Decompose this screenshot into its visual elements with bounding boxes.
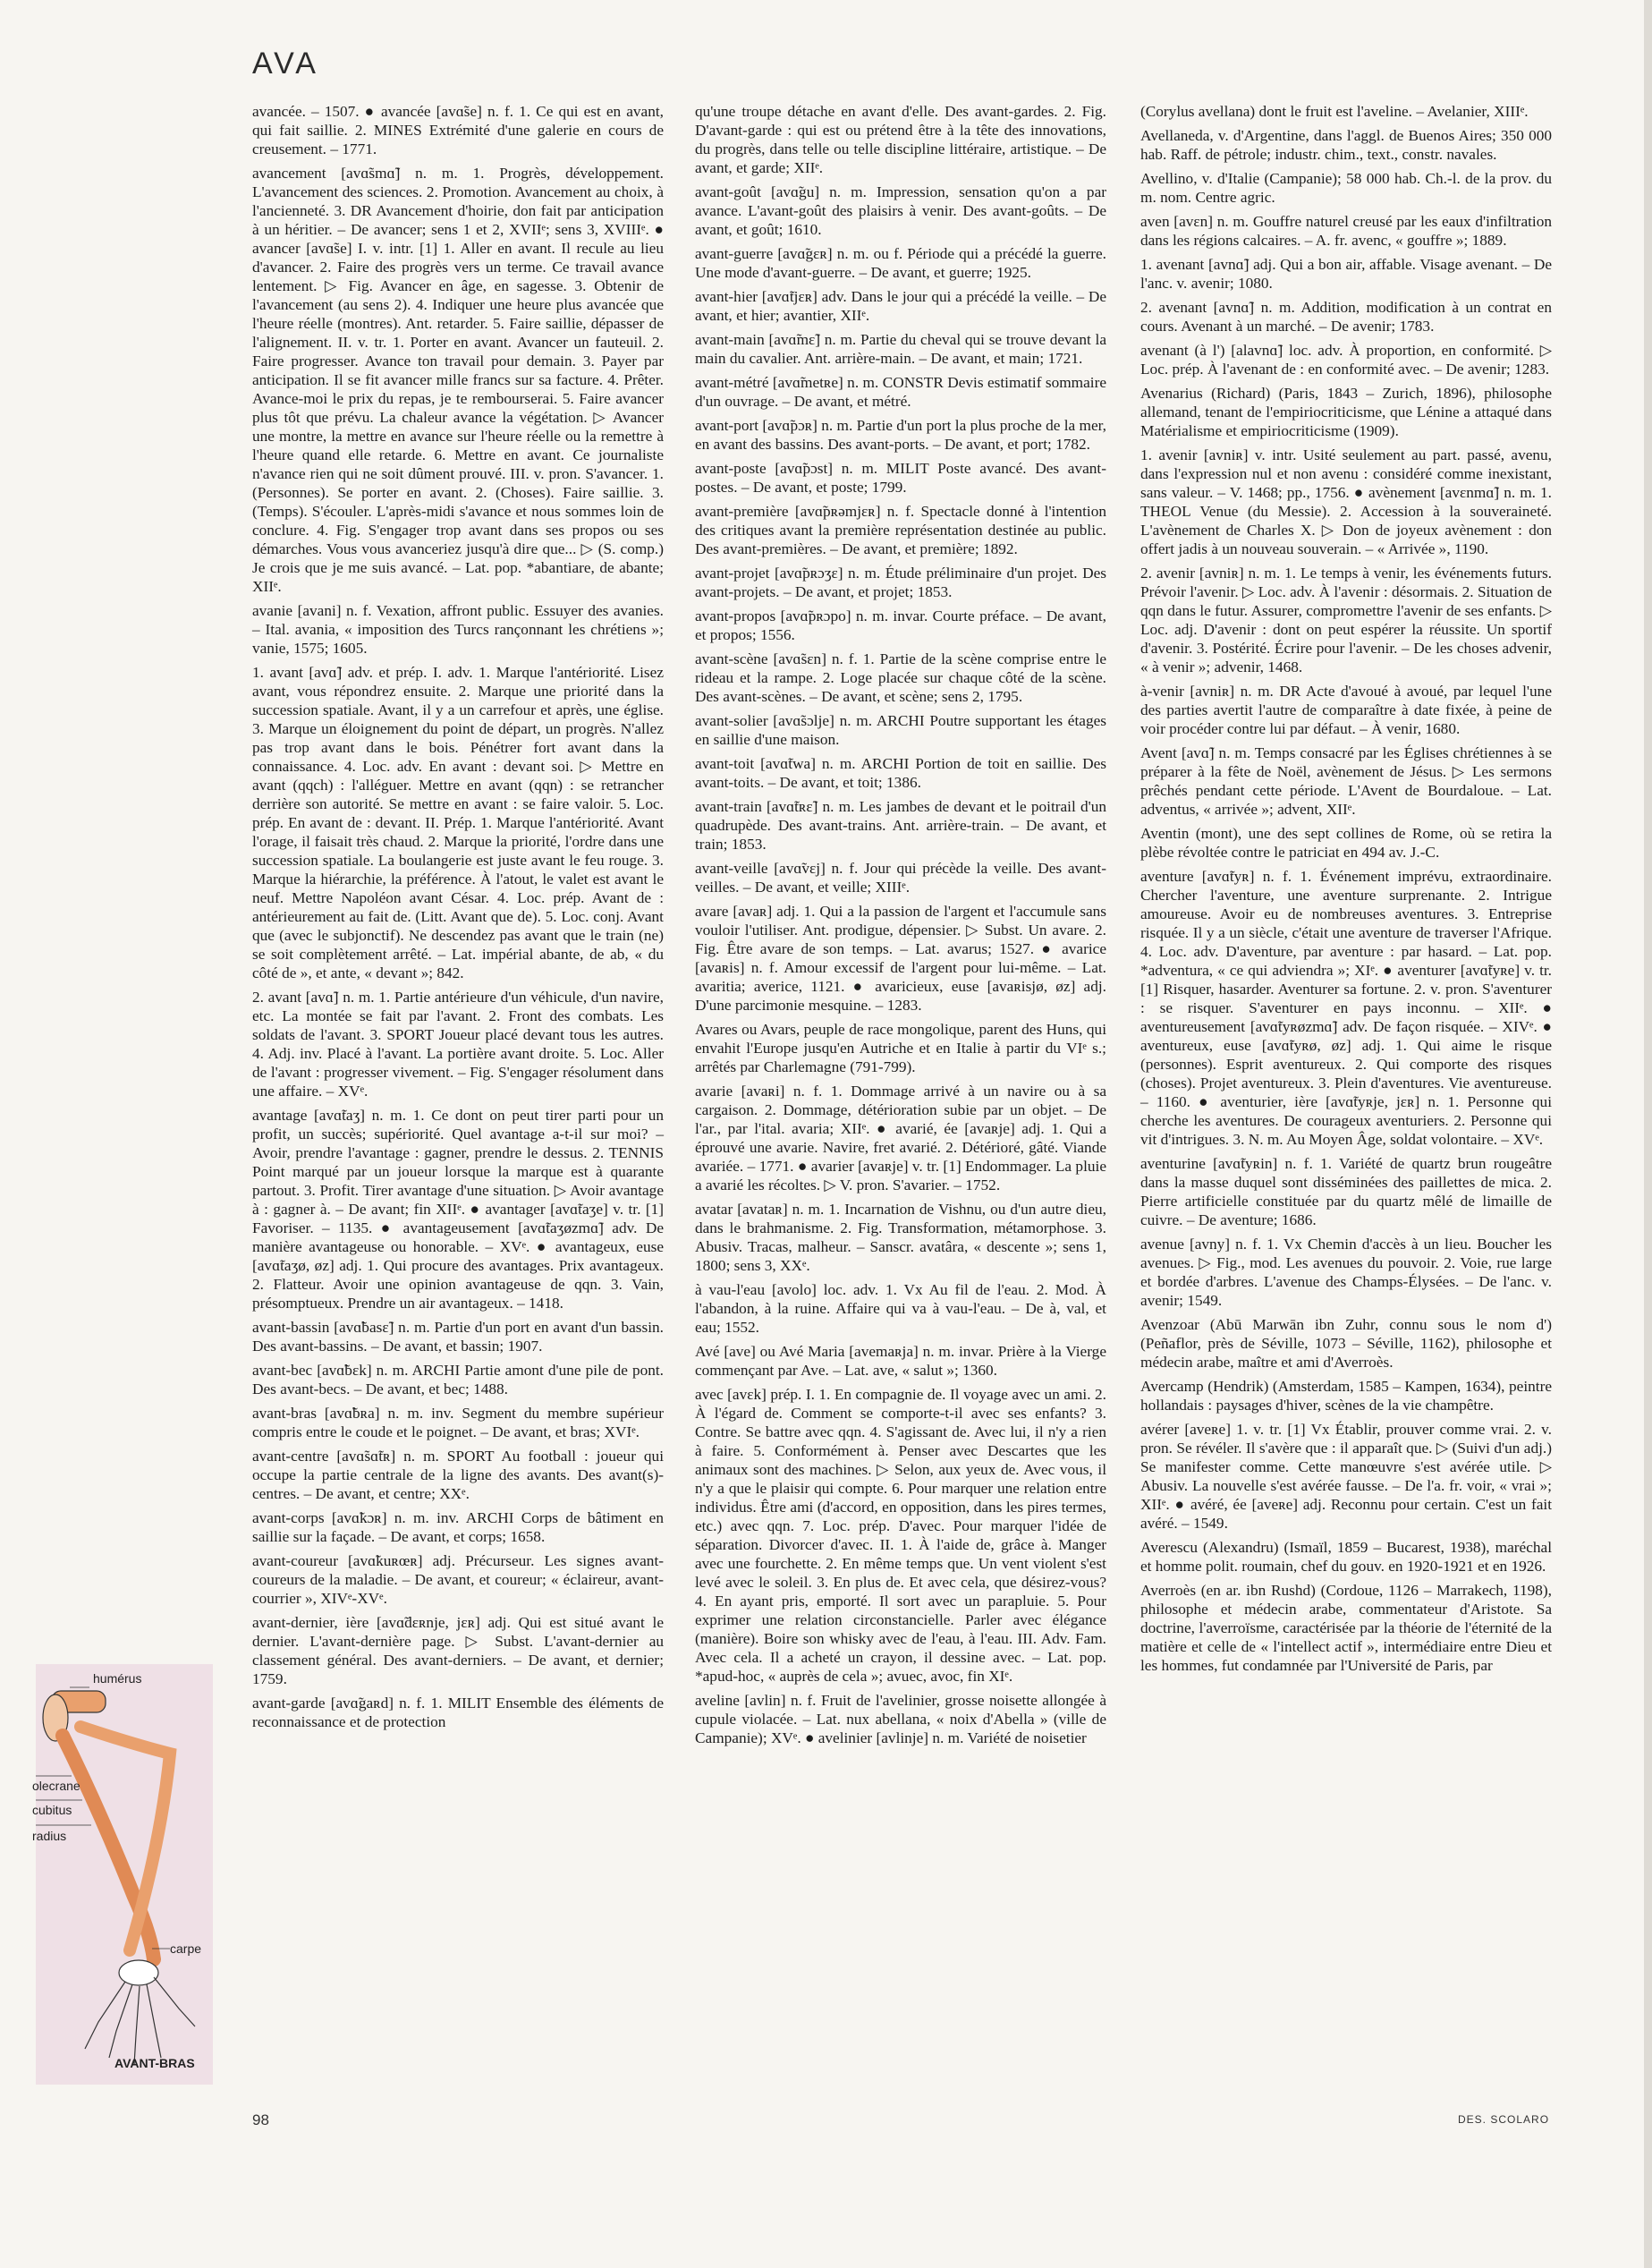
running-head: AVA: [252, 47, 319, 81]
dictionary-entry: avarie [avaʀi] n. f. 1. Dommage arrivé à un navire ou à sa cargaison. 2. Dommage, détérioration subie par un objet. – De l'ar., par l'ital. avaria; XIIᵉ. ● avarié, ée [avaʀje] adj. 1. Qui a éprouvé une avarie. Navire, fret avarié. 2. Détérioré, gâté. Viande avariée. – 1771. ● avarier [avaʀje] v. tr. [1] Endommager. La pluie a avarié les récoltes. ▷ V. pron. S'avarier. – 1752.: [695, 1083, 1106, 1193]
dictionary-entry: aveline [avlin] n. f. Fruit de l'avelinier, grosse noisette allongée à cupule violacée. – Lat. nux abellana, « noix d'Abella » (ville de Campanie); XVᵉ. ● avelinier [avlinje] n. m. Variété de noisetier: [695, 1692, 1106, 1746]
dictionary-entry: avenue [avny] n. f. 1. Vx Chemin d'accès à un lieu. Boucher les avenues. ▷ Fig., mod. Les avenues du pouvoir. 2. Voie, rue large et bordée d'arbres. L'avenue des Champs-Élysées. – De l'anc. v. avenir; 1549.: [1140, 1236, 1552, 1309]
dictionary-entry: avant-garde [avɑ̃gaʀd] n. f. 1. MILIT Ensemble des éléments de reconnaissance et de protection: [252, 1695, 664, 1730]
dictionary-entry: aventure [avɑ̃tyʀ] n. f. 1. Événement imprévu, extraordinaire. Chercher l'aventure, une aventure surprenante. 2. Intrigue amoureuse. Avoir eu de nombreuses aventures. 3. Entreprise risquée. Il y a un siècle, c'était une aventure de traverser l'Afrique. 4. Loc. adv. D'aventure, par aventure : par hasard. – Lat. pop. *adventura, « ce qui adviendra »; XIᵉ. ● aventurer [avɑ̃tyʀe] v. tr. [1] Risquer, hasarder. Aventurer sa fortune. 2. v. pron. S'aventurer : se risquer. S'aventurer en pays inconnu. – XIIᵉ. ● aventureusement [avɑ̃tyʀøzmɑ̃] adv. De façon risquée. – XIVᵉ. ● aventureux, euse [avɑ̃tyʀø, øz] adj. 1. Qui aime le risque (personnes). Esprit aventureux. 2. Qui comporte des risques (choses). Projet aventureux. 3. Plein d'aventures. Vie aventureuse. – 1160. ● aventurier, ière [avɑ̃tyʀje, jɛʀ] n. 1. Personne qui cherche les aventures. De courageux aventuriers. 2. Personne qui vit d'intrigues. 3. N. m. Au Moyen Âge, soldat volontaire. – XVᵉ.: [1140, 868, 1552, 1148]
dictionary-entry: Avé [ave] ou Avé Maria [avemaʀja] n. m. invar. Prière à la Vierge commençant par Ave. – Lat. ave, « salut »; 1360.: [695, 1343, 1106, 1379]
dictionary-entry: Avercamp (Hendrik) (Amsterdam, 1585 – Kampen, 1634), peintre hollandais : paysages d'hiver, scènes de la vie champêtre.: [1140, 1378, 1552, 1414]
dictionary-entry: aven [avɛn] n. m. Gouffre naturel creusé par les eaux d'infiltration dans les régions calcaires. – A. fr. avenc, « gouffre »; 1889.: [1140, 213, 1552, 249]
dictionary-entry: avanie [avani] n. f. Vexation, affront public. Essuyer des avanies. – Ital. avania, « imposition des Turcs rançonnant les chrétiens »; vanie, 1575; 1605.: [252, 602, 664, 657]
dictionary-entry: Avellino, v. d'Italie (Campanie); 58 000 hab. Ch.-l. de la prov. du m. nom. Centre agric.: [1140, 170, 1552, 206]
dictionary-entry: Avares ou Avars, peuple de race mongolique, parent des Huns, qui envahit l'Europe jusqu'en Autriche et en Italie à partir du VIᵉ s.; arrêtés par Charlemagne (791-799).: [695, 1021, 1106, 1075]
dictionary-entry: (Corylus avellana) dont le fruit est l'aveline. – Avelanier, XIIIᵉ.: [1140, 103, 1529, 120]
dictionary-entry: Avenarius (Richard) (Paris, 1843 – Zurich, 1896), philosophe allemand, tenant de l'empiriocriticisme, que Lénine a attaqué dans Matérialisme et empiriocriticisme (1909).: [1140, 385, 1552, 439]
column-1: [252, 102, 664, 2106]
dictionary-entry: avérer [aveʀe] 1. v. tr. [1] Vx Établir, prouver comme vrai. 2. v. pron. Se révéler. Il s'avère que : il apparaît que. ▷ (Suivi d'un adj.) Se manifester comme. Cette manœuvre s'est avérée utile. ▷ Abusiv. La nouvelle s'est avérée fausse. – De l'a. fr. voir, « vrai »; XIIᵉ. ● avéré, ée [aveʀe] adj. Reconnu pour certain. C'est un fait avéré. – 1549.: [1140, 1421, 1552, 1532]
dictionary-entry: 2. avenant [avnɑ̃] n. m. Addition, modification à un contrat en cours. Avenant à un marché. – De avenir; 1783.: [1140, 299, 1552, 335]
label-humerus: humérus: [93, 1671, 142, 1686]
dictionary-entry: qu'une troupe détache en avant d'elle. Des avant-gardes. 2. Fig. D'avant-garde : qui est ou prétend être à la tête des innovations, du progrès, dans telle ou telle discipline littéraire, artistique. – De avant, et garde; XIIᵉ.: [695, 103, 1106, 176]
dictionary-entry: avant-main [avɑ̃mɛ̃] n. m. Partie du cheval qui se trouve devant la main du cavalier. Ant. arrière-main. – De avant, et main; 1721.: [695, 331, 1106, 367]
illustration-credit: DES. SCOLARO: [1458, 2113, 1550, 2126]
dictionary-entry: 1. avant [avɑ̃] adv. et prép. I. adv. 1. Marque l'antériorité. Lisez avant, vous répondrez ensuite. 2. Marque une priorité dans la succession spatiale. Avant, il y a un carrefour et après, une église. 3. Marque un éloignement du point de départ, un progrès. N'allez pas trop avant dans le bois. Pénétrer fort avant dans la connaissance. 4. Loc. adv. En avant : devant soi. ▷ Mettre en avant (qqch) : l'alléguer. Mettre en avant (qqn) : se retrancher derrière son autorité. Se mettre en avant : se faire valoir. 5. Loc. prép. En avant de : devant. II. Prép. 1. Marque l'antériorité. Avant l'orage, il faisait très chaud. 2. Marque la priorité, l'ordre dans une succession spatiale. La boulangerie est juste avant le feu rouge. 3. Marque la hiérarchie, la préférence. À l'atout, le valet est avant le neuf. Mettre Napoléon avant César. 4. Loc. prép. Avant de : antérieurement au fait de. (Litt. Avant que de). 5. Loc. conj. Avant que (avec le subjonctif). Ne descendez pas avant que le train (ne) se soit complètement arrêté. – Lat. impérial abante, de ab, « du côté de », et ante, « devant »; 842.: [252, 664, 664, 981]
dictionary-entry: avant-corps [avɑ̃kɔʀ] n. m. inv. ARCHI Corps de bâtiment en saillie sur la façade. – De avant, et corps; 1658.: [252, 1509, 664, 1545]
dictionary-entry: avant-poste [avɑ̃pɔst] n. m. MILIT Poste avancé. Des avant-postes. – De avant, et poste; 1799.: [695, 460, 1106, 496]
dictionary-entry: à-venir [avniʀ] n. m. DR Acte d'avoué à avoué, par lequel l'une des parties avertit l'autre de comparaître à date fixée, à peine de voir procéder contre lui par défaut. – À venir, 1680.: [1140, 683, 1552, 737]
dictionary-entry: avant-train [avɑ̃tʀɛ̃] n. m. Les jambes de devant et le poitrail d'un quadrupède. Des avant-trains. Ant. arrière-train. – De avant, et train; 1853.: [695, 798, 1106, 853]
dictionary-entry: avant-propos [avɑ̃pʀɔpo] n. m. invar. Courte préface. – De avant, et propos; 1556.: [695, 607, 1106, 643]
page-number: 98: [252, 2111, 269, 2128]
dictionary-entry: à vau-l'eau [avolo] loc. adv. 1. Vx Au fil de l'eau. 2. Mod. À l'abandon, à la ruine. Affaire qui va à vau-l'eau. – De à, val, et eau; 1552.: [695, 1281, 1106, 1336]
dictionary-entry: 2. avant [avɑ̃] n. m. 1. Partie antérieure d'un véhicule, d'un navire, etc. La montée se fait par l'avant. 2. Front des combats. Les soldats de l'avant. 3. SPORT Joueur placé devant tous les autres. 4. Adj. inv. Placé à l'avant. La portière avant droite. 5. Loc. Aller de l'avant : progresser vivement. – Fig. S'engager résolument dans une affaire. – XVᵉ.: [252, 989, 664, 1100]
dictionary-entry: avant-goût [avɑ̃gu] n. m. Impression, sensation qu'on a par avance. L'avant-goût des plaisirs à venir. Des avant-goûts. – De avant, et goût; 1610.: [695, 183, 1106, 238]
dictionary-entry: avancement [avɑ̃smɑ̃] n. m. 1. Progrès, développement. L'avancement des sciences. 2. Promotion. Avancement au choix, à l'ancienneté. 3. DR Avancement d'hoirie, don fait par anticipation à un héritier. – De avancer; sens 1 et 2, XVIIᵉ; sens 3, XVIIIᵉ. ● avancer [avɑ̃se] I. v. intr. [1] 1. Aller en avant. Il recule au lieu d'avancer. 2. Faire des progrès vers un terme. Ce travail avance lentement. ▷ Fig. Avancer en âge, en sagesse. 3. Obtenir de l'avancement (au sens 2). 4. Indiquer une heure plus avancée que l'heure réelle (montres). Ant. retarder. 5. Faire saillie, dépasser de l'alignement. II. v. tr. 1. Porter en avant. Avancer un fauteuil. 2. Faire progresser. Avance ton travail pour demain. 3. Payer par anticipation. Il se fit avancer mille francs sur sa facture. 4. Prêter. Avance-moi le prix du repas, je te rembourserai. 5. Faire avancer plus tôt que prévu. La chaleur avance la végétation. ▷ Avancer une montre, la mettre en avance sur l'heure réelle ou la remettre à l'heure quand elle retarde. 6. Mettre en avant. Ce journaliste n'avance rien qui ne soit dûment prouvé. III. v. pron. S'avancer. 1. (Personnes). Se porter en avant. 2. (Choses). Faire saillie. 3. (Temps). S'écouler. L'après-midi s'avance et nous sommes loin de conclure. 4. Fig. S'engager trop avant dans ses propos ou ses démarches. Vous vous avanceriez jusqu'à dire que... ▷ (S. comp.) Je crois que je me suis avancé. – Lat. pop. *abantiare, de abante; XIIᵉ.: [252, 165, 664, 595]
dictionary-entry: Avenzoar (Abū Marwān ibn Zuhr, connu sous le nom d') (Peñaflor, près de Séville, 1073 – Séville, 1162), philosophe et médecin arabe, maître et ami d'Averroès.: [1140, 1316, 1552, 1371]
dictionary-entry: avant-dernier, ière [avɑ̃dɛʀnje, jɛʀ] adj. Qui est situé avant le dernier. L'avant-dernière page. ▷ Subst. L'avant-dernier au classement général. Des avant-derniers. – De avant, et dernier; 1759.: [252, 1614, 664, 1687]
dictionary-entry: avant-bras [avɑ̃bʀa] n. m. inv. Segment du membre supérieur compris entre le coude et le poignet. – De avant, et bras; XVIᵉ.: [252, 1405, 664, 1440]
page-edge-shadow: [1644, 0, 1652, 2268]
dictionary-entry: avant-port [avɑ̃pɔʀ] n. m. Partie d'un port la plus proche de la mer, en avant des bassins. Des avant-ports. – De avant, et port; 1782.: [695, 417, 1106, 453]
dictionary-entry: avatar [avataʀ] n. m. 1. Incarnation de Vishnu, ou d'un autre dieu, dans le brahmanisme. 2. Fig. Transformation, métamorphose. 3. Abusiv. Tracas, malheur. – Sanscr. avatâra, « descente »; sens 1, 1800; sens 3, XXᵉ.: [695, 1201, 1106, 1274]
figure-caption: AVANT-BRAS: [114, 2056, 195, 2070]
dictionary-entry: Aventin (mont), une des sept collines de Rome, où se retira la plèbe révoltée contre le patriciat en 494 av. J.-C.: [1140, 825, 1552, 861]
dictionary-entry: Avellaneda, v. d'Argentine, dans l'aggl. de Buenos Aires; 350 000 hab. Raff. de pétrole; industr. chim., text., constr. navales.: [1140, 127, 1552, 163]
dictionary-entry: avancée. – 1507. ● avancée [avɑ̃se] n. f. 1. Ce qui est en avant, qui fait saillie. 2. MINES Extrémité d'une galerie en cours de creusement. – 1771.: [252, 103, 664, 157]
label-cubitus: cubitus: [32, 1803, 72, 1817]
dictionary-entry: avant-bec [avɑ̃bɛk] n. m. ARCHI Partie amont d'une pile de pont. Des avant-becs. – De avant, et bec; 1488.: [252, 1362, 664, 1397]
finger-bones: [85, 1977, 195, 2065]
dictionary-entry: avant-scène [avɑ̃sɛn] n. f. 1. Partie de la scène comprise entre le rideau et la rampe. 2. Loge placée sur chaque côté de la scène. Des avant-scènes. – De avant, et scène; sens 2, 1795.: [695, 650, 1106, 705]
dictionary-entry: 1. avenir [avniʀ] v. intr. Usité seulement au part. passé, avenu, dans l'expression nul et non avenu : considéré comme inexistant, sans valeur. – V. 1468; pp., 1756. ● avènement [avɛnmɑ̃] n. m. 1. THEOL Venue (du Messie). 2. Accession à la souveraineté. L'avènement de Charles X. ▷ Don de joyeux avènement : don offert jadis à un nouveau souverain. – « Arrivée », 1190.: [1140, 446, 1552, 557]
dictionary-entry: Avent [avɑ̃] n. m. Temps consacré par les Églises chrétiennes à se préparer à la fête de Noël, avènement de Jésus. ▷ Les sermons prêchés pendant cette période. L'Avent de Bourdaloue. – Lat. adventus, « arrivée »; advent, XIIᵉ.: [1140, 744, 1552, 818]
dictionary-entry: avant-projet [avɑ̃pʀɔʒɛ] n. m. Étude préliminaire d'un projet. Des avant-projets. – De avant, et projet; 1853.: [695, 565, 1106, 600]
dictionary-entry: avare [avaʀ] adj. 1. Qui a la passion de l'argent et l'accumule sans vouloir l'utiliser. Ant. prodigue, dépensier. ▷ Subst. Un avare. 2. Fig. Être avare de son temps. – Lat. avarus; 1527. ● avarice [avaʀis] n. f. Amour excessif de l'argent pour lui-même. – Lat. avaritia; averice, 1121. ● avaricieux, euse [avaʀisjø, øz] adj. D'une parcimonie mesquine. – 1283.: [695, 903, 1106, 1014]
forearm-illustration: [32, 1664, 213, 2085]
dictionary-entry: avant-métré [avɑ̃metʀe] n. m. CONSTR Devis estimatif sommaire d'un ouvrage. – De avant, et métré.: [695, 374, 1106, 410]
dictionary-entry: avant-veille [avɑ̃vɛj] n. f. Jour qui précède la veille. Des avant-veilles. – De avant, et veille; XIIIᵉ.: [695, 860, 1106, 896]
dictionary-entry: avant-centre [avɑ̃sɑ̃tʀ] n. m. SPORT Au football : joueur qui occupe la partie centrale de la ligne des avants. Des avant(s)-centres. – De avant, et centre; XXᵉ.: [252, 1448, 664, 1502]
dictionary-entry: avant-première [avɑ̃pʀəmjɛʀ] n. f. Spectacle donné à l'intention des critiques avant la première représentation destinée au public. Des avant-premières. – De avant, et première; 1892.: [695, 503, 1106, 557]
dictionary-entry: avec [avɛk] prép. I. 1. En compagnie de. Il voyage avec un ami. 2. À l'égard de. Comment se comporte-t-il avec ses enfants? 3. Contre. Se battre avec qqn. 4. S'agissant de. Avec lui, il n'y a rien à faire. 5. Conformément à. Penser avec Descartes que les animaux sont des machines. ▷ Selon, aux yeux de. Avec vous, il n'y a que le plaisir qui compte. 6. Pour marquer une relation entre individus. Être ami (d'accord, en opposition, dans les pires termes, etc.) avec qqn. 7. Loc. prép. D'avec. Pour marquer l'idée de séparation. Divorcer d'avec. II. 1. À l'aide de, grâce à. Manger avec une fourchette. 2. En même temps que. Un vent violent s'est levé avec le soleil. 3. En plus de. Et avec cela, que désirez-vous? 4. En ayant pris, emporté. Il sort avec un parapluie. 5. Pour exprimer une relation circonstancielle. Parler avec élégance (manière). Boire son whisky avec de l'eau, à l'eau. III. Adv. Fam. Avec cela. Il a acheté un crayon, il dessine avec. – Lat. pop. *apud-hoc, « auprès de cela »; avuec, avoc, fin XIᵉ.: [695, 1386, 1106, 1685]
dictionary-entry: Averroès (en ar. ibn Rushd) (Cordoue, 1126 – Marrakech, 1198), philosophe et médecin arabe, commentateur d'Aristote. Sa doctrine, l'averroïsme, caractérisée par la théorie de l'éternité de la matière et celle de « l'intellect actif », intermédiaire entre Dieu et les hommes, fut condamnée par l'Université de Paris, par: [1140, 1582, 1552, 1674]
radius-bone: [80, 1727, 170, 1950]
dictionary-entry: avant-coureur [avɑ̃kuʀœʀ] adj. Précurseur. Les signes avant-coureurs de la maladie. – De avant, et coureur; « éclaireur, avant-courrier », XIVᵉ-XVᵉ.: [252, 1552, 664, 1607]
dictionary-entry: avant-guerre [avɑ̃gɛʀ] n. m. ou f. Période qui a précédé la guerre. Une mode d'avant-guerre. – De avant, et guerre; 1925.: [695, 245, 1106, 281]
column-2: [695, 102, 1106, 2106]
label-carpe: carpe: [170, 1941, 202, 1956]
dictionary-entry: Averescu (Alexandru) (Ismaïl, 1859 – Bucarest, 1938), maréchal et homme polit. roumain, chef du gouv. en 1920-1921 et en 1926.: [1140, 1539, 1552, 1575]
dictionary-entry: 2. avenir [avniʀ] n. m. 1. Le temps à venir, les événements futurs. Prévoir l'avenir. ▷ Loc. adv. À l'avenir : désormais. 2. Situation de qqn dans le futur. Assurer, compromettre l'avenir de ses enfants. ▷ Loc. adj. D'avenir : dont on peut espérer la réussite. Un sportif d'avenir. 3. Postérité. Écrire pour l'avenir. – De les choses advenir, « à venir »; advenir, 1468.: [1140, 565, 1552, 675]
dictionary-entry: avant-hier [avɑ̃tjɛʀ] adv. Dans le jour qui a précédé la veille. – De avant, et hier; avantier, XIIᵉ.: [695, 288, 1106, 324]
dictionary-entry: 1. avenant [avnɑ̃] adj. Qui a bon air, affable. Visage avenant. – De l'anc. v. avenir; 1080.: [1140, 256, 1552, 292]
label-olecrane: olecrane: [32, 1779, 80, 1793]
dictionary-entry: avant-solier [avɑ̃sɔlje] n. m. ARCHI Poutre supportant les étages en saillie d'une maison.: [695, 712, 1106, 748]
dictionary-entry: avant-bassin [avɑ̃basɛ̃] n. m. Partie d'un port en avant d'un bassin. Des avant-bassins. – De avant, et bassin; 1907.: [252, 1319, 664, 1355]
dictionary-entry: avenant (à l') [alavnɑ̃] loc. adv. À proportion, en conformité. ▷ Loc. prép. À l'avenant de : en conformité avec. – De avenir; 1283.: [1140, 342, 1552, 378]
label-radius: radius: [32, 1829, 67, 1843]
dictionary-entry: aventurine [avɑ̃tyʀin] n. f. 1. Variété de quartz brun rougeâtre dans la masse duquel sont disséminées des paillettes de mica. 2. Pierre artificielle constituée par du quartz mêlé de limaille de cuivre. – De aventure; 1686.: [1140, 1155, 1552, 1228]
dictionary-entry: avantage [avɑ̃taʒ] n. m. 1. Ce dont on peut tirer parti pour un profit, un succès; supériorité. Quel avantage a-t-il sur moi? – Avoir, prendre l'avantage : gagner, prendre le dessus. 2. TENNIS Point marqué par un joueur lorsque la marque est à quarante partout. 3. Profit. Tirer avantage d'une situation. ▷ Avoir avantage à : gagner à. – De avant; fin XIIᵉ. ● avantager [avɑ̃taʒe] v. tr. [1] Favoriser. – 1135. ● avantageusement [avɑ̃taʒøzmɑ̃] adv. De manière avantageuse ou honorable. – XVᵉ. ● avantageux, euse [avɑ̃taʒø, øz] adj. 1. Qui procure des avantages. Prix avantageux. 2. Flatteur. Avoir une opinion avantageuse de qqn. 3. Vain, présomptueux. Prendre un air avantageux. – 1418.: [252, 1107, 664, 1312]
forearm-bones-drawing: [36, 1664, 213, 2085]
dictionary-entry: avant-toit [avɑ̃twa] n. m. ARCHI Portion de toit en saillie. Des avant-toits. – De avant, et toit; 1386.: [695, 755, 1106, 791]
column-3: [1140, 102, 1552, 2106]
